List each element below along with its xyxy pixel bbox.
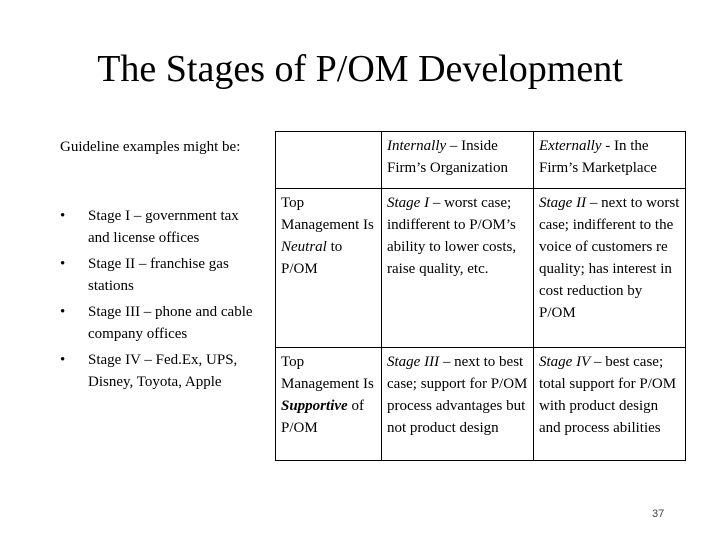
stage-2-text: – next to worst case; indifferent to the voice of customers re quality; has interest in cost reduction by P/OM — [539, 195, 680, 321]
table-header-row — [276, 132, 686, 189]
list-item-text: Stage I – government tax and license offices — [88, 208, 239, 246]
list-item — [60, 253, 260, 297]
page-number: 37 — [652, 508, 665, 520]
table-row — [276, 189, 686, 348]
list-item-text: Stage IV – Fed.Ex, UPS, Disney, Toyota, Apple — [88, 352, 238, 390]
list-item — [60, 205, 260, 249]
cell-stage-2 — [534, 189, 686, 348]
row-label-post: of P/OM — [281, 398, 364, 436]
row-label-pre: Top Management Is — [281, 354, 374, 392]
row-label-pre: Top Management Is — [281, 195, 374, 233]
row-label-post: to P/OM — [281, 239, 343, 277]
intro-text: Guideline examples might be: — [60, 139, 241, 155]
bullet-icon: • — [60, 304, 66, 320]
cell-stage-1 — [382, 189, 534, 348]
list-item-text: Stage III – phone and cable company offices — [88, 304, 253, 342]
stage-3-text: – next to best case; support for P/OM process advantages but not product design — [387, 354, 528, 436]
header-internally — [382, 132, 534, 189]
slide-title: The Stages of P/OM Development — [97, 48, 623, 90]
header-internally-em: Internally — [387, 138, 447, 154]
table-corner-cell — [276, 132, 382, 189]
example-list — [60, 205, 260, 397]
stage-1-title: Stage I — [387, 195, 430, 211]
list-item — [60, 349, 260, 393]
table-row — [276, 348, 686, 461]
header-externally — [534, 132, 686, 189]
row-label-supportive — [276, 348, 382, 461]
list-item — [60, 301, 260, 345]
list-item-text: Stage II – franchise gas stations — [88, 256, 229, 294]
row-label-neutral — [276, 189, 382, 348]
header-externally-em: Externally — [539, 138, 602, 154]
stage-1-text: – worst case; indifferent to P/OM’s ability to lower costs, raise quality, etc. — [387, 195, 517, 277]
stages-table — [275, 131, 686, 461]
bullet-icon: • — [60, 256, 66, 272]
stage-4-title: Stage IV — [539, 354, 591, 370]
bullet-icon: • — [60, 352, 66, 368]
stage-4-text: – best case; total support for P/OM with product design and process abilities — [539, 354, 677, 436]
row-label-em: Supportive — [281, 398, 348, 414]
row-label-em: Neutral — [281, 239, 327, 255]
header-externally-text: - In the Firm’s Marketplace — [539, 138, 657, 176]
bullet-icon: • — [60, 208, 66, 224]
stage-3-title: Stage III — [387, 354, 440, 370]
cell-stage-4 — [534, 348, 686, 461]
stage-2-title: Stage II — [539, 195, 587, 211]
header-internally-text: – Inside Firm’s Organization — [387, 138, 508, 176]
cell-stage-3 — [382, 348, 534, 461]
